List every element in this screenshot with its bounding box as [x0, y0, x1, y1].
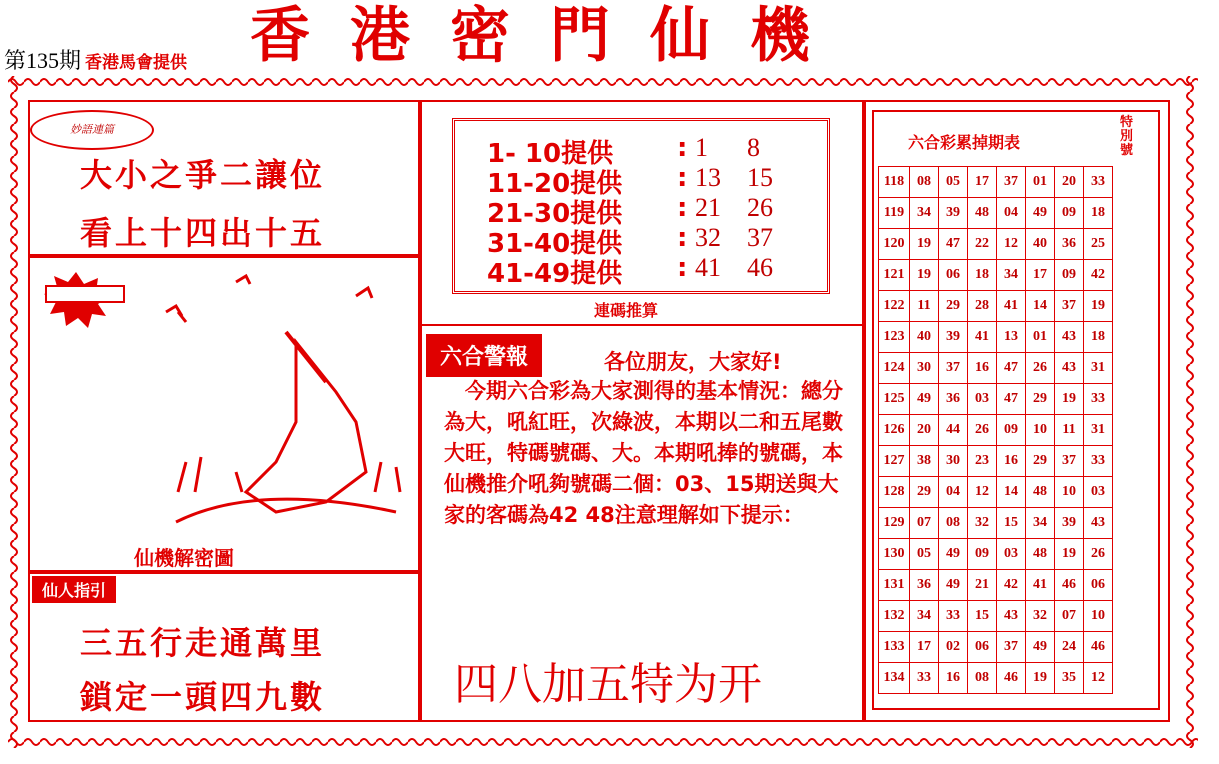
number-cell: 34: [1026, 508, 1055, 539]
special-number-cell: 43: [1084, 508, 1113, 539]
number-cell: 43: [1055, 353, 1084, 384]
immortal-illustration: [36, 262, 416, 542]
number-cell: 08: [910, 167, 939, 198]
number-cell: 49: [1026, 632, 1055, 663]
number-cell: 17: [968, 167, 997, 198]
number-cell: 08: [939, 508, 968, 539]
number-cell: 43: [1055, 322, 1084, 353]
issue-cell: 134: [879, 663, 910, 694]
number-cell: 03: [968, 384, 997, 415]
number-cell: 15: [997, 508, 1026, 539]
number-cell: 32: [968, 508, 997, 539]
number-cell: 44: [939, 415, 968, 446]
table-row: [879, 632, 1113, 663]
table-row: [879, 353, 1113, 384]
table-row: [879, 322, 1113, 353]
results-table: [878, 166, 1113, 694]
left-line-3: 三五行走通萬里: [80, 624, 326, 662]
number-cell: 24: [1055, 632, 1084, 663]
number-cell: 30: [939, 446, 968, 477]
range-label: 11-20提供: [487, 169, 623, 199]
guide-badge: 仙人指引: [32, 576, 116, 603]
number-cell: 22: [968, 229, 997, 260]
number-cell: 09: [997, 415, 1026, 446]
special-number-label: 特別號: [1120, 115, 1134, 158]
number-cell: 19: [910, 229, 939, 260]
grass: [178, 457, 400, 492]
special-number-cell: 03: [1084, 477, 1113, 508]
table-row: [879, 601, 1113, 632]
special-number-cell: 33: [1084, 167, 1113, 198]
range-value-b: 26: [747, 193, 773, 222]
table-row: [879, 198, 1113, 229]
number-cell: 23: [968, 446, 997, 477]
number-cell: 32: [1026, 601, 1055, 632]
number-cell: 35: [1055, 663, 1084, 694]
number-cell: 34: [910, 601, 939, 632]
number-cell: 29: [910, 477, 939, 508]
number-cell: 29: [1026, 384, 1055, 415]
range-separator: :: [677, 133, 688, 163]
number-cell: 39: [1055, 508, 1084, 539]
number-cell: 01: [1026, 322, 1055, 353]
badge-label-box: [46, 286, 124, 302]
issue-cell: 119: [879, 198, 910, 229]
number-cell: 19: [1055, 384, 1084, 415]
number-cell: 34: [997, 260, 1026, 291]
special-number-cell: 12: [1084, 663, 1113, 694]
number-cell: 10: [1055, 477, 1084, 508]
number-cell: 05: [939, 167, 968, 198]
table-row: [879, 663, 1113, 694]
special-number-cell: 26: [1084, 539, 1113, 570]
number-cell: 16: [997, 446, 1026, 477]
ranges-caption: 連碼推算: [594, 301, 659, 320]
range-row: [487, 253, 773, 290]
table-row: [879, 477, 1113, 508]
left-line-1: 大小之爭二讓位: [80, 156, 326, 194]
table-row: [879, 539, 1113, 570]
range-label: 21-30提供: [487, 199, 623, 229]
number-cell: 37: [997, 167, 1026, 198]
range-value-a: 41: [695, 253, 721, 282]
number-cell: 40: [910, 322, 939, 353]
issue-cell: 123: [879, 322, 910, 353]
issue-label: 第135期: [4, 48, 82, 73]
number-cell: 48: [968, 198, 997, 229]
issue-cell: 121: [879, 260, 910, 291]
special-number-cell: 31: [1084, 415, 1113, 446]
number-cell: 47: [997, 353, 1026, 384]
number-cell: 49: [939, 539, 968, 570]
table-row: [879, 415, 1113, 446]
number-cell: 06: [968, 632, 997, 663]
issue-cell: 128: [879, 477, 910, 508]
special-number-cell: 19: [1084, 291, 1113, 322]
number-cell: 37: [1055, 446, 1084, 477]
table-row: [879, 167, 1113, 198]
range-separator: :: [677, 163, 688, 193]
number-cell: 30: [910, 353, 939, 384]
number-ranges-box: [452, 118, 830, 294]
issue-number: [4, 44, 187, 75]
range-value-a: 21: [695, 193, 721, 222]
number-cell: 20: [910, 415, 939, 446]
provider-label: 香港馬會提供: [85, 53, 188, 73]
greeting: 各位朋友，大家好!: [604, 350, 782, 374]
number-cell: 07: [1055, 601, 1084, 632]
range-value-b: 37: [747, 223, 773, 252]
number-cell: 12: [968, 477, 997, 508]
range-value-b: 15: [747, 163, 773, 192]
number-cell: 02: [939, 632, 968, 663]
special-number-cell: 10: [1084, 601, 1113, 632]
number-cell: 09: [1055, 198, 1084, 229]
immortal-figure: [246, 342, 366, 512]
number-cell: 01: [1026, 167, 1055, 198]
number-cell: 11: [1055, 415, 1084, 446]
number-cell: 34: [910, 198, 939, 229]
number-cell: 36: [939, 384, 968, 415]
range-value-a: 1: [695, 133, 708, 162]
number-cell: 10: [1026, 415, 1055, 446]
table-row: [879, 260, 1113, 291]
table-row: [879, 570, 1113, 601]
number-cell: 46: [1055, 570, 1084, 601]
special-number-cell: 42: [1084, 260, 1113, 291]
number-cell: 06: [939, 260, 968, 291]
number-cell: 18: [968, 260, 997, 291]
number-cell: 47: [997, 384, 1026, 415]
number-cell: 28: [968, 291, 997, 322]
special-number-cell: 33: [1084, 384, 1113, 415]
issue-cell: 126: [879, 415, 910, 446]
number-cell: 29: [939, 291, 968, 322]
number-cell: 43: [997, 601, 1026, 632]
number-cell: 13: [997, 322, 1026, 353]
special-number-cell: 25: [1084, 229, 1113, 260]
number-cell: 09: [968, 539, 997, 570]
number-cell: 37: [1055, 291, 1084, 322]
number-cell: 33: [939, 601, 968, 632]
number-cell: 09: [1055, 260, 1084, 291]
number-cell: 16: [968, 353, 997, 384]
issue-cell: 129: [879, 508, 910, 539]
range-value-b: 8: [747, 133, 760, 162]
number-cell: 33: [910, 663, 939, 694]
number-cell: 37: [939, 353, 968, 384]
issue-cell: 132: [879, 601, 910, 632]
number-cell: 49: [939, 570, 968, 601]
table-row: [879, 446, 1113, 477]
range-separator: :: [677, 223, 688, 253]
number-cell: 40: [1026, 229, 1055, 260]
picture-caption: 仙機解密圖: [134, 546, 234, 570]
number-cell: 41: [1026, 570, 1055, 601]
table-title: 六合彩累掉期表: [908, 133, 1021, 152]
range-separator: :: [677, 253, 688, 283]
number-cell: 39: [939, 198, 968, 229]
alert-badge: 六合警報: [426, 334, 542, 377]
number-cell: 36: [910, 570, 939, 601]
number-cell: 05: [910, 539, 939, 570]
issue-cell: 124: [879, 353, 910, 384]
range-value-b: 46: [747, 253, 773, 282]
oval-tag: 妙語連篇: [30, 110, 154, 150]
number-cell: 42: [997, 570, 1026, 601]
number-cell: 04: [939, 477, 968, 508]
left-line-4: 鎖定一頭四九數: [80, 678, 326, 716]
number-cell: 15: [968, 601, 997, 632]
issue-cell: 131: [879, 570, 910, 601]
number-cell: 03: [997, 539, 1026, 570]
number-cell: 38: [910, 446, 939, 477]
number-cell: 17: [1026, 260, 1055, 291]
number-cell: 17: [910, 632, 939, 663]
special-number-cell: 46: [1084, 632, 1113, 663]
special-number-cell: 33: [1084, 446, 1113, 477]
range-value-a: 32: [695, 223, 721, 252]
range-label: 31-40提供: [487, 229, 623, 259]
number-cell: 49: [1026, 198, 1055, 229]
issue-cell: 122: [879, 291, 910, 322]
left-line-2: 看上十四出十五: [80, 214, 326, 252]
special-number-cell: 06: [1084, 570, 1113, 601]
number-cell: 36: [1055, 229, 1084, 260]
issue-cell: 125: [879, 384, 910, 415]
number-cell: 14: [997, 477, 1026, 508]
number-cell: 26: [968, 415, 997, 446]
number-cell: 48: [1026, 477, 1055, 508]
number-cell: 21: [968, 570, 997, 601]
number-cell: 11: [910, 291, 939, 322]
number-cell: 14: [1026, 291, 1055, 322]
special-number-cell: 18: [1084, 322, 1113, 353]
number-cell: 41: [997, 291, 1026, 322]
range-separator: :: [677, 193, 688, 223]
number-cell: 19: [1026, 663, 1055, 694]
number-cell: 12: [997, 229, 1026, 260]
page-title: 香港密門仙機: [250, 1, 850, 71]
center-divider: [420, 324, 864, 326]
birds: [166, 276, 372, 322]
number-cell: 48: [1026, 539, 1055, 570]
number-cell: 20: [1055, 167, 1084, 198]
number-cell: 46: [997, 663, 1026, 694]
issue-cell: 120: [879, 229, 910, 260]
number-cell: 37: [997, 632, 1026, 663]
number-cell: 39: [939, 322, 968, 353]
range-value-a: 13: [695, 163, 721, 192]
issue-cell: 130: [879, 539, 910, 570]
table-row: [879, 508, 1113, 539]
staff: [286, 332, 326, 382]
number-cell: 49: [910, 384, 939, 415]
range-label: 41-49提供: [487, 259, 623, 289]
number-cell: 07: [910, 508, 939, 539]
number-cell: 04: [997, 198, 1026, 229]
number-cell: 19: [910, 260, 939, 291]
number-cell: 41: [968, 322, 997, 353]
number-cell: 29: [1026, 446, 1055, 477]
number-cell: 08: [968, 663, 997, 694]
table-row: [879, 291, 1113, 322]
number-cell: 16: [939, 663, 968, 694]
table-row: [879, 229, 1113, 260]
issue-cell: 118: [879, 167, 910, 198]
special-number-cell: 18: [1084, 198, 1113, 229]
issue-cell: 127: [879, 446, 910, 477]
table-row: [879, 384, 1113, 415]
number-cell: 26: [1026, 353, 1055, 384]
special-number-cell: 31: [1084, 353, 1113, 384]
issue-cell: 133: [879, 632, 910, 663]
number-cell: 47: [939, 229, 968, 260]
range-label: 1- 10提供: [487, 139, 614, 169]
forecast-paragraph: 今期六合彩為大家測得的基本情況：總分為大，吼紅旺，次綠波，本期以二和五尾數大旺，特碼號碼、大。本期吼捧的號碼，本仙機推介吼夠號碼二個：03、15期送與大家的客碼為42 48注意理解如下提示：: [444, 379, 843, 527]
number-cell: 19: [1055, 539, 1084, 570]
hint-text: 四八加五特为开: [454, 659, 762, 710]
